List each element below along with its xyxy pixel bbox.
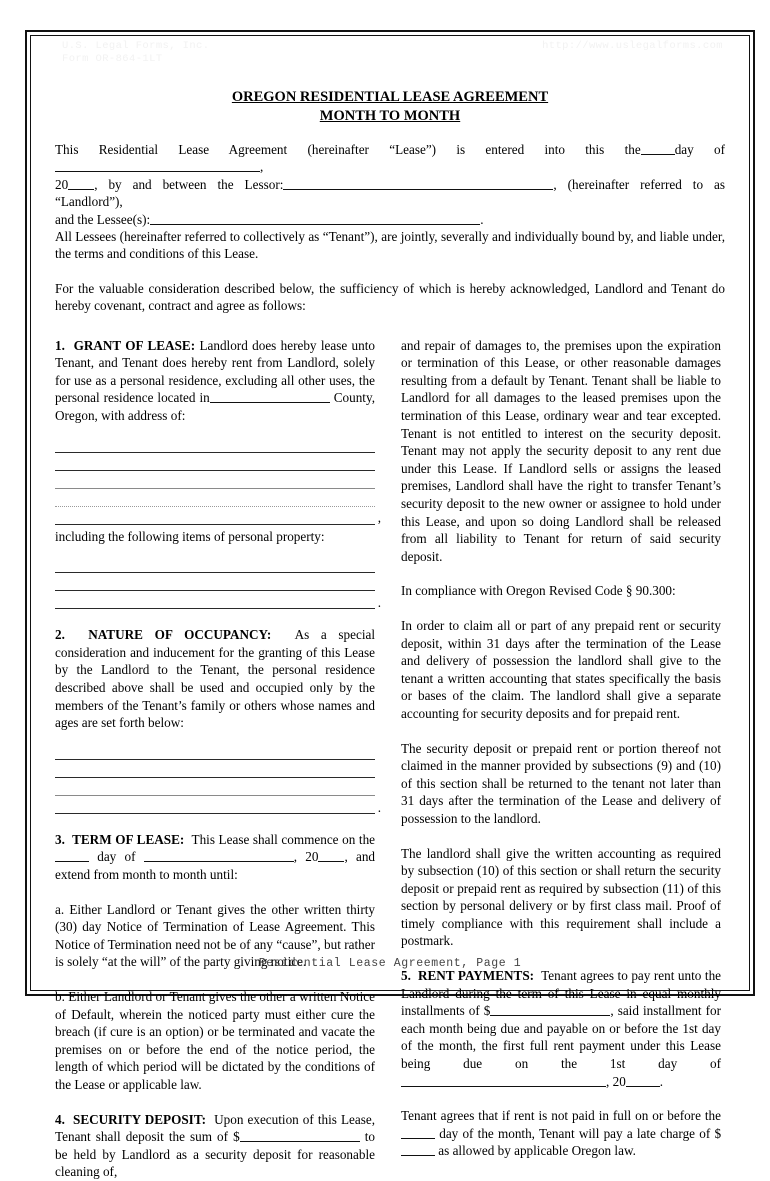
oregon-revised-code-reference: In compliance with Oregon Revised Code § 90.300: [401,583,676,599]
property-line-2[interactable] [55,573,375,591]
address-line-2[interactable] [55,453,375,471]
address-lines [55,435,381,526]
lessee-blank-field[interactable] [150,212,480,225]
occupant-line-1[interactable] [55,742,375,760]
section-3-text-b: day of [97,849,136,865]
address-line-3[interactable] [55,471,375,489]
section-3-clause-a: a. Either Landlord or Tenant gives the other written thirty (30) day Notice of Termination of Lease Agreement. This Notice of Termination need not be of any “cause”, but rather is solely “at the will” of the party giving notice. [55,901,375,970]
address-line-5-comma: , [377,510,381,526]
occupant-line-4-period: . [377,799,381,815]
section-3-text-d: , and extend from month to month until: [55,849,376,882]
section-5-text-a: Tenant agrees to pay rent unto the Landlord during the term of this Lease in equal monthly installments of $ [401,968,722,1019]
intro-text-a: This Residential Lease Agreement (hereinafter “Lease”) is entered into this the [55,142,641,157]
section-3-term-of-lease [55,831,375,884]
intro-text-g: and the Lessee(s): [55,211,151,227]
scan-header [55,38,725,74]
intro-text-f: , (hereinafter referred to as “Landlord”), [55,176,725,210]
section-2-number: 2. [55,627,65,643]
right-paragraph-3: In order to claim all or part of any prepaid rent or security deposit, within 31 days after the termination of the Lease and delivery of possession the landlord shall give to the tenant a written accounting that states specifically the basis or bases of the claim. The landlord shall give a separate accounting for security deposits and for prepaid rent. [401,617,721,721]
section-3-text-a: This Lease shall commence on the [191,831,376,847]
personal-property-lines [55,555,381,611]
lessor-blank-field[interactable] [283,177,553,190]
occupant-lines [55,742,381,815]
intro-text-b: day of [674,142,725,157]
property-line-1[interactable] [55,555,375,573]
late-charge-text-d: as allowed by applicable Oregon law. [438,1143,636,1159]
intro-text-e: , by and between the Lessor: [94,176,284,192]
section-4-number: 4. [55,1111,65,1127]
deposit-amount-blank-field[interactable] [240,1129,360,1142]
website-url: http://www.uslegalforms.com [542,40,723,52]
day-blank-field[interactable] [641,142,675,155]
section-5-number: 5. [401,968,411,984]
section-2-text: As a special consideration and inducement for the granting of this Lease by the Landlord to the Tenant, the personal residence described above shall be used and occupied only by the members of the Tenant’s family or others whose names and ages are set forth below: [55,627,376,731]
section-1-text-a: Landlord does hereby lease unto Tenant, and Tenant does hereby rent from Landlord, solely for use as a personal residence, excluding all other uses, the personal residence located in [55,337,375,406]
personal-property-label: including the following items of personal property: [55,528,325,544]
year-blank-field[interactable] [68,177,94,190]
section-4-heading: SECURITY DEPOSIT: [73,1111,207,1127]
section-5-text-b: , said installment for each month being due and payable on or before the 1st day of the month, the first full rent payment under this Lease being due on the 1st day of [401,1003,721,1072]
section-2-heading: NATURE OF OCCUPANCY: [88,627,272,643]
intro-paragraph-3: For the valuable consideration described below, the sufficiency of which is hereby acknowledged, Landlord and Tenant do hereby covenant, contract and agree as follows: [55,280,725,314]
intro-block [55,141,725,315]
right-paragraph-5: The landlord shall give the written accounting as required by subsection (10) of this section or shall return the security deposit or prepaid rent as required by subsection (11) of this section by personal delivery or by first class mail. Proof of timely compliance with this requirement shall include a postmark. [401,845,721,949]
address-line-1[interactable] [55,435,375,453]
late-charge-amount-blank-field[interactable] [401,1143,435,1156]
section-1-number: 1. [55,337,65,353]
commence-year-blank-field[interactable] [318,849,344,862]
scan-header-left [62,40,209,66]
section-5-text-d: . [659,1073,664,1089]
section-4-text-b: to be held by Landlord as a security deposit for reasonable cleaning of, [55,1129,376,1180]
intro-text-h: . [480,211,484,227]
page-title [55,88,725,125]
occupant-line-3[interactable] [55,778,375,796]
section-4-text-a: Upon execution of this Lease, Tenant shall deposit the sum of $ [55,1111,375,1145]
property-line-3[interactable] [55,591,381,611]
company-name: U.S. Legal Forms, Inc. [62,40,210,52]
section-3-text-c: , 20 [293,849,319,865]
form-number: Form OR-864-1LT [62,53,163,65]
late-charge-paragraph [401,1107,721,1160]
late-charge-text-a: Tenant agrees that if rent is not paid in full on or before the [401,1108,721,1124]
late-charge-text-b: day of the month, Tenant will pay a late charge of [439,1125,711,1141]
section-2-nature-of-occupancy [55,626,375,732]
occupant-line-2[interactable] [55,760,375,778]
right-paragraph-4: The security deposit or prepaid rent or portion thereof not claimed in the manner provided by subsections (9) and (10) of this section shall be returned to the tenant not later than 31 days after the termination of the Lease and delivery of possession to the landlord. [401,740,721,826]
property-line-3-period: . [377,595,381,611]
left-column [55,337,381,1181]
first-rent-year-blank-field[interactable] [626,1074,660,1087]
county-blank-field[interactable] [210,390,330,403]
address-line-5[interactable] [55,507,381,526]
occupant-line-4[interactable] [55,796,381,815]
section-1-grant-of-lease [55,337,375,425]
document-page [25,30,755,1180]
page-footer: Residential Lease Agreement, Page 1 [258,957,522,970]
intro-paragraph-2: All Lessees (hereinafter referred to collectively as “Tenant”), are jointly, severally and individually bound by, and liable under, the terms and conditions of this Lease. [55,229,725,262]
late-charge-dollar-sign: $ [714,1125,722,1141]
section-5-text-c: , 20 [606,1073,626,1089]
body-columns [55,337,725,1181]
rent-amount-blank-field[interactable] [490,1003,610,1016]
section-1-text-b: County, Oregon, with address of: [55,390,376,424]
month-blank-field[interactable] [55,159,260,172]
commence-month-blank-field[interactable] [144,849,294,862]
section-5-rent-payments [401,967,721,1090]
right-column [401,337,721,1181]
address-line-4[interactable] [55,489,375,507]
section-3-clause-b: b. Either Landlord or Tenant gives the other a written Notice of Default, wherein the noticed party must either cure the breach (if cure is an option) or be terminated and vacate the premises on or before the end of the notice period, the length of which period will be dictated by the conditions of the Lease or applicable law. [55,988,375,1092]
section-3-heading: TERM OF LEASE: [72,831,185,847]
section-3-number: 3. [55,831,65,847]
intro-text-c: , [260,159,264,175]
title-line-2: MONTH TO MONTH [319,108,461,124]
right-paragraph-1: and repair of damages to, the premises upon the expiration or termination of this Lease, or other reasonable damages resulting from a default by Tenant. Tenant shall be liable to Landlord for all damages to the leased premises upon the termination of this Lease, ordinary wear and tear excepted. Tenant is not entitled to interest on the security deposit. Tenant may not apply the security deposit to any rent due under this Lease. If Landlord sells or assigns the leased premises, Landlord shall have the right to transfer Tenant’s security deposit to the new owner or assignee to hold under this Lease, and upon so doing Landlord shall be released from all liability to Tenant for return of said security deposit. [401,337,721,564]
section-5-heading: RENT PAYMENTS: [417,968,535,984]
intro-paragraph-1 [55,141,725,228]
section-1-heading: GRANT OF LEASE: [73,337,196,353]
commence-day-blank-field[interactable] [55,849,89,862]
first-rent-month-blank-field[interactable] [401,1074,606,1087]
section-4-security-deposit [55,1111,375,1181]
title-line-1: OREGON RESIDENTIAL LEASE AGREEMENT [231,89,549,105]
intro-text-d: 20 [55,176,69,192]
late-day-blank-field[interactable] [401,1126,435,1139]
